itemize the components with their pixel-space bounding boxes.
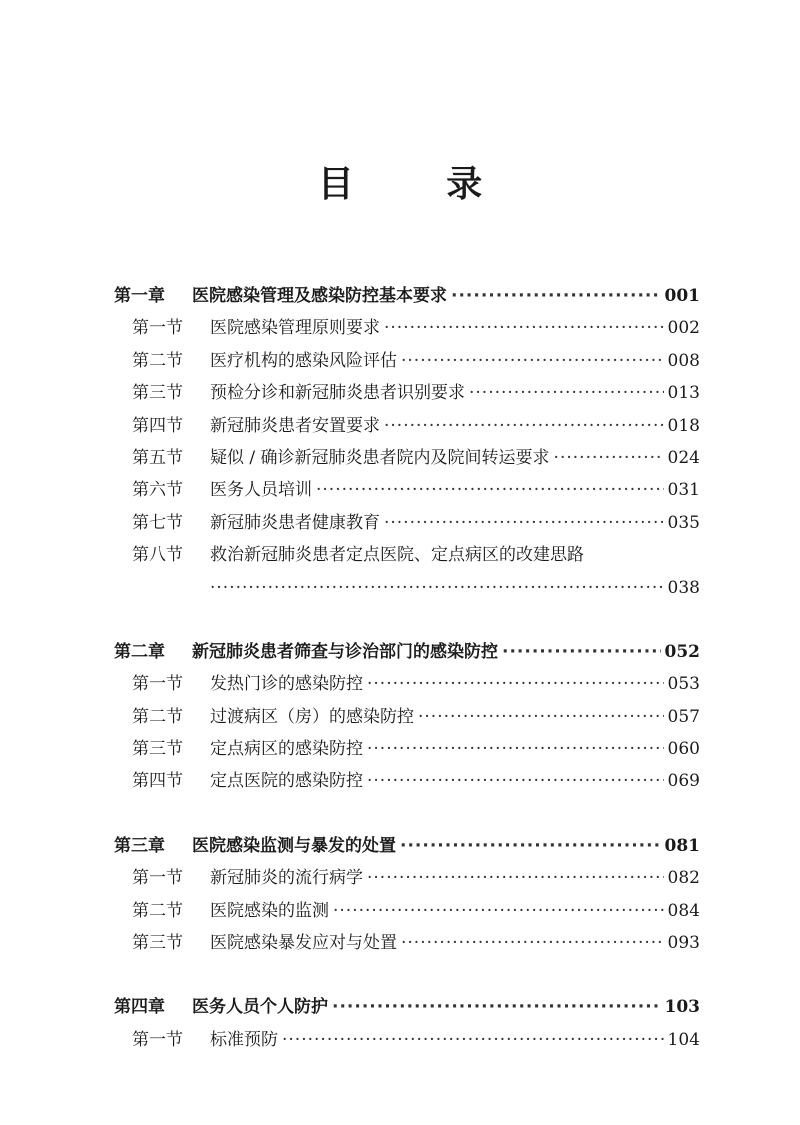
dot-leader — [332, 991, 661, 1023]
dot-leader — [367, 862, 664, 894]
section-label: 第一节 — [132, 868, 183, 889]
dot-leader — [282, 1024, 664, 1056]
section-page-number: 013 — [667, 383, 700, 404]
toc-chapter-4 — [114, 991, 700, 1023]
toc-section — [114, 1024, 700, 1056]
dot-leader — [418, 701, 664, 733]
toc-chapter-1 — [114, 280, 700, 312]
chapter-title: 医院感染监测与暴发的处置 — [192, 835, 396, 856]
dot-leader — [401, 927, 664, 959]
chapter-page-number: 052 — [664, 641, 700, 662]
section-title: 过渡病区（房）的感染防控 — [210, 706, 414, 727]
dot-leader — [384, 507, 664, 539]
section-page-number: 053 — [667, 674, 700, 695]
dot-leader — [384, 312, 664, 344]
toc-section — [114, 701, 700, 733]
dot-leader — [367, 765, 664, 797]
section-label: 第一节 — [132, 318, 183, 339]
section-page-number: 018 — [667, 415, 700, 436]
section-page-number: 104 — [667, 1029, 700, 1050]
chapter-title: 医务人员个人防护 — [192, 997, 328, 1018]
toc-section — [114, 927, 700, 959]
section-title: 医务人员培训 — [210, 480, 312, 501]
section-title: 定点医院的感染防控 — [210, 771, 363, 792]
dot-leader — [554, 442, 664, 474]
page-title: 目 录 — [317, 164, 523, 205]
section-title: 发热门诊的感染防控 — [210, 674, 363, 695]
chapter-page-number: 103 — [664, 997, 700, 1018]
toc-chapter-2 — [114, 636, 700, 668]
section-title: 预检分诊和新冠肺炎患者识别要求 — [210, 383, 465, 404]
section-label: 第七节 — [132, 512, 183, 533]
dot-leader — [401, 345, 664, 377]
section-title: 医院感染暴发应对与处置 — [210, 933, 397, 954]
section-page-number: 035 — [667, 512, 700, 533]
section-label: 第二节 — [132, 350, 183, 371]
dot-leader — [451, 280, 661, 312]
section-label: 第四节 — [132, 415, 183, 436]
section-label: 第一节 — [132, 674, 183, 695]
section-page-number: 084 — [667, 900, 700, 921]
section-page-number: 057 — [667, 706, 700, 727]
section-label: 第三节 — [132, 383, 183, 404]
section-label: 第五节 — [132, 447, 183, 468]
dot-leader — [502, 636, 661, 668]
toc-section — [114, 410, 700, 442]
toc-section-continuation — [114, 572, 700, 604]
section-title: 新冠肺炎的流行病学 — [210, 868, 363, 889]
section-label: 第一节 — [132, 1029, 183, 1050]
section-page-number: 024 — [667, 447, 700, 468]
dot-leader — [384, 410, 664, 442]
section-page-number: 093 — [667, 933, 700, 954]
dot-leader — [367, 733, 664, 765]
section-label: 第二节 — [132, 900, 183, 921]
section-title: 新冠肺炎患者安置要求 — [210, 415, 380, 436]
toc-chapter-3 — [114, 830, 700, 862]
toc-section — [114, 765, 700, 797]
dot-leader — [316, 474, 664, 506]
table-of-contents — [114, 280, 700, 1056]
section-label: 第三节 — [132, 933, 183, 954]
toc-section — [114, 345, 700, 377]
dot-leader — [333, 895, 664, 927]
chapter-title: 医院感染管理及感染防控基本要求 — [192, 286, 447, 306]
section-title: 医院感染的监测 — [210, 900, 329, 921]
section-title: 标准预防 — [210, 1029, 278, 1050]
chapter-label: 第三章 — [114, 835, 165, 856]
section-label: 第三节 — [132, 739, 183, 760]
chapter-page-number: 001 — [664, 286, 700, 306]
section-page-number: 082 — [667, 868, 700, 889]
section-page-number: 038 — [667, 577, 700, 598]
chapter-page-number: 081 — [664, 835, 700, 856]
section-label: 第八节 — [132, 545, 183, 566]
toc-section — [114, 895, 700, 927]
section-title: 新冠肺炎患者健康教育 — [210, 512, 380, 533]
toc-section — [114, 474, 700, 506]
section-label: 第四节 — [132, 771, 183, 792]
toc-section — [114, 312, 700, 344]
chapter-label: 第一章 — [114, 286, 165, 306]
toc-section — [114, 442, 700, 474]
section-title: 医院感染管理原则要求 — [210, 318, 380, 339]
chapter-title: 新冠肺炎患者筛查与诊治部门的感染防控 — [192, 641, 498, 662]
section-page-number: 069 — [667, 771, 700, 792]
dot-leader — [210, 572, 664, 604]
section-title: 医疗机构的感染风险评估 — [210, 350, 397, 371]
dot-leader — [469, 377, 664, 409]
chapter-label: 第二章 — [114, 641, 165, 662]
section-title: 定点病区的感染防控 — [210, 739, 363, 760]
toc-section — [114, 862, 700, 894]
toc-section — [114, 539, 700, 571]
toc-section — [114, 668, 700, 700]
section-page-number: 060 — [667, 739, 700, 760]
dot-leader — [400, 830, 661, 862]
toc-section — [114, 733, 700, 765]
section-title: 救治新冠肺炎患者定点医院、定点病区的改建思路 — [210, 545, 584, 566]
dot-leader — [367, 668, 664, 700]
toc-section — [114, 507, 700, 539]
section-title: 疑似 / 确诊新冠肺炎患者院内及院间转运要求 — [210, 447, 550, 468]
section-page-number: 008 — [667, 350, 700, 371]
chapter-label: 第四章 — [114, 997, 165, 1018]
section-page-number: 002 — [667, 318, 700, 339]
section-label: 第二节 — [132, 706, 183, 727]
section-page-number: 031 — [667, 480, 700, 501]
toc-section — [114, 377, 700, 409]
section-label: 第六节 — [132, 480, 183, 501]
